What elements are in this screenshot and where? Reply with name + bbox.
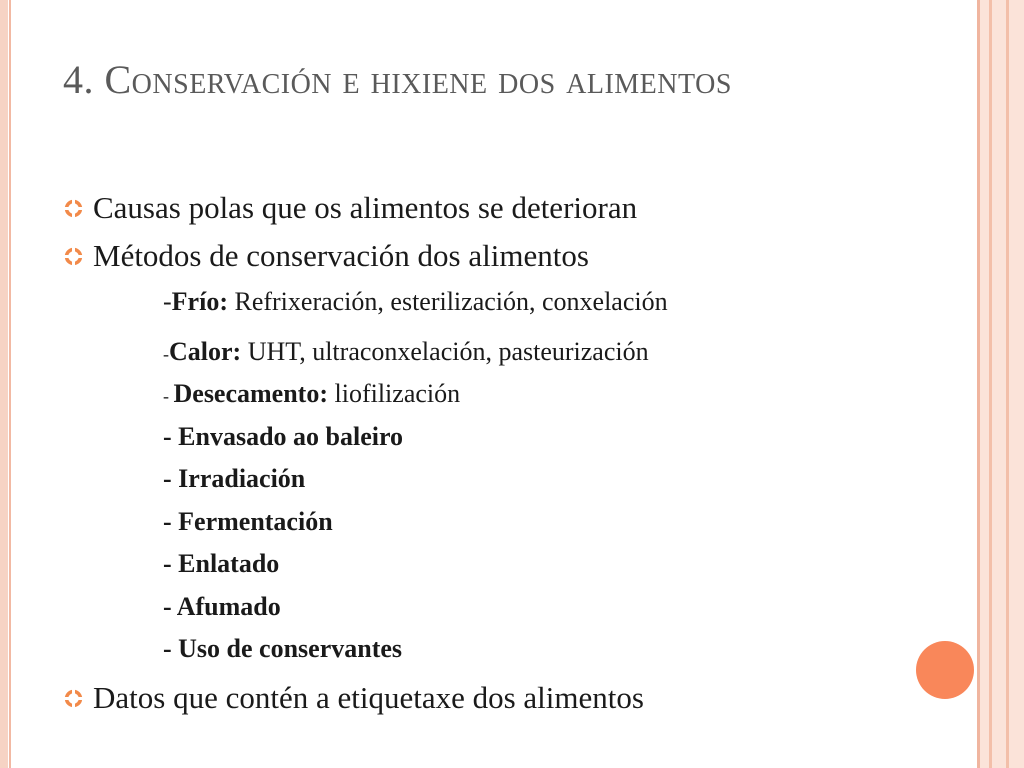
- method-item: [163, 592, 281, 622]
- method-key: - Enlatado: [163, 549, 280, 578]
- bullet-icon: [64, 247, 83, 266]
- method-key: Calor:: [169, 337, 242, 366]
- method-key: Frío:: [171, 287, 228, 316]
- method-key: Desecamento:: [173, 379, 328, 408]
- method-item: [163, 379, 460, 411]
- method-item: [163, 634, 402, 664]
- method-item: [163, 507, 333, 537]
- method-item: [163, 464, 305, 494]
- method-key: - Fermentación: [163, 507, 333, 536]
- method-key: - Uso de conservantes: [163, 634, 403, 663]
- method-key: - Afumado: [163, 592, 281, 621]
- right-decorative-stripe: [992, 0, 1006, 768]
- method-value: liofilización: [328, 379, 461, 408]
- bullet-item: [64, 680, 644, 716]
- bullet-text: Causas polas que os alimentos se deterioran: [93, 190, 638, 225]
- slide-title: 4. Conservación e hixiene dos alimentos: [63, 57, 732, 102]
- method-prefix: -: [163, 287, 172, 316]
- method-item: [163, 422, 403, 452]
- bullet-item: [64, 238, 589, 274]
- method-value: Refrixeración, esterilización, conxelación: [227, 287, 668, 316]
- bullet-icon: [64, 199, 83, 218]
- left-decorative-line: [9, 0, 11, 768]
- right-decorative-stripe: [980, 0, 989, 768]
- method-prefix: -: [163, 386, 174, 406]
- method-prefix: -: [163, 344, 169, 364]
- bullet-text: Métodos de conservación dos alimentos: [93, 238, 589, 273]
- method-item: [163, 549, 279, 579]
- right-decorative-stripe: [1009, 0, 1024, 768]
- method-key: - Irradiación: [163, 464, 306, 493]
- bullet-text: Datos que contén a etiquetaxe dos alimentos: [93, 680, 644, 715]
- method-key: - Envasado ao baleiro: [163, 422, 404, 451]
- decorative-circle: [916, 641, 974, 699]
- bullet-icon: [64, 689, 83, 708]
- method-value: UHT, ultraconxelación, pasteurización: [241, 337, 649, 366]
- left-decorative-bar: [0, 0, 8, 768]
- method-item: [163, 337, 649, 369]
- bullet-item: [64, 190, 637, 226]
- method-item: [163, 287, 668, 317]
